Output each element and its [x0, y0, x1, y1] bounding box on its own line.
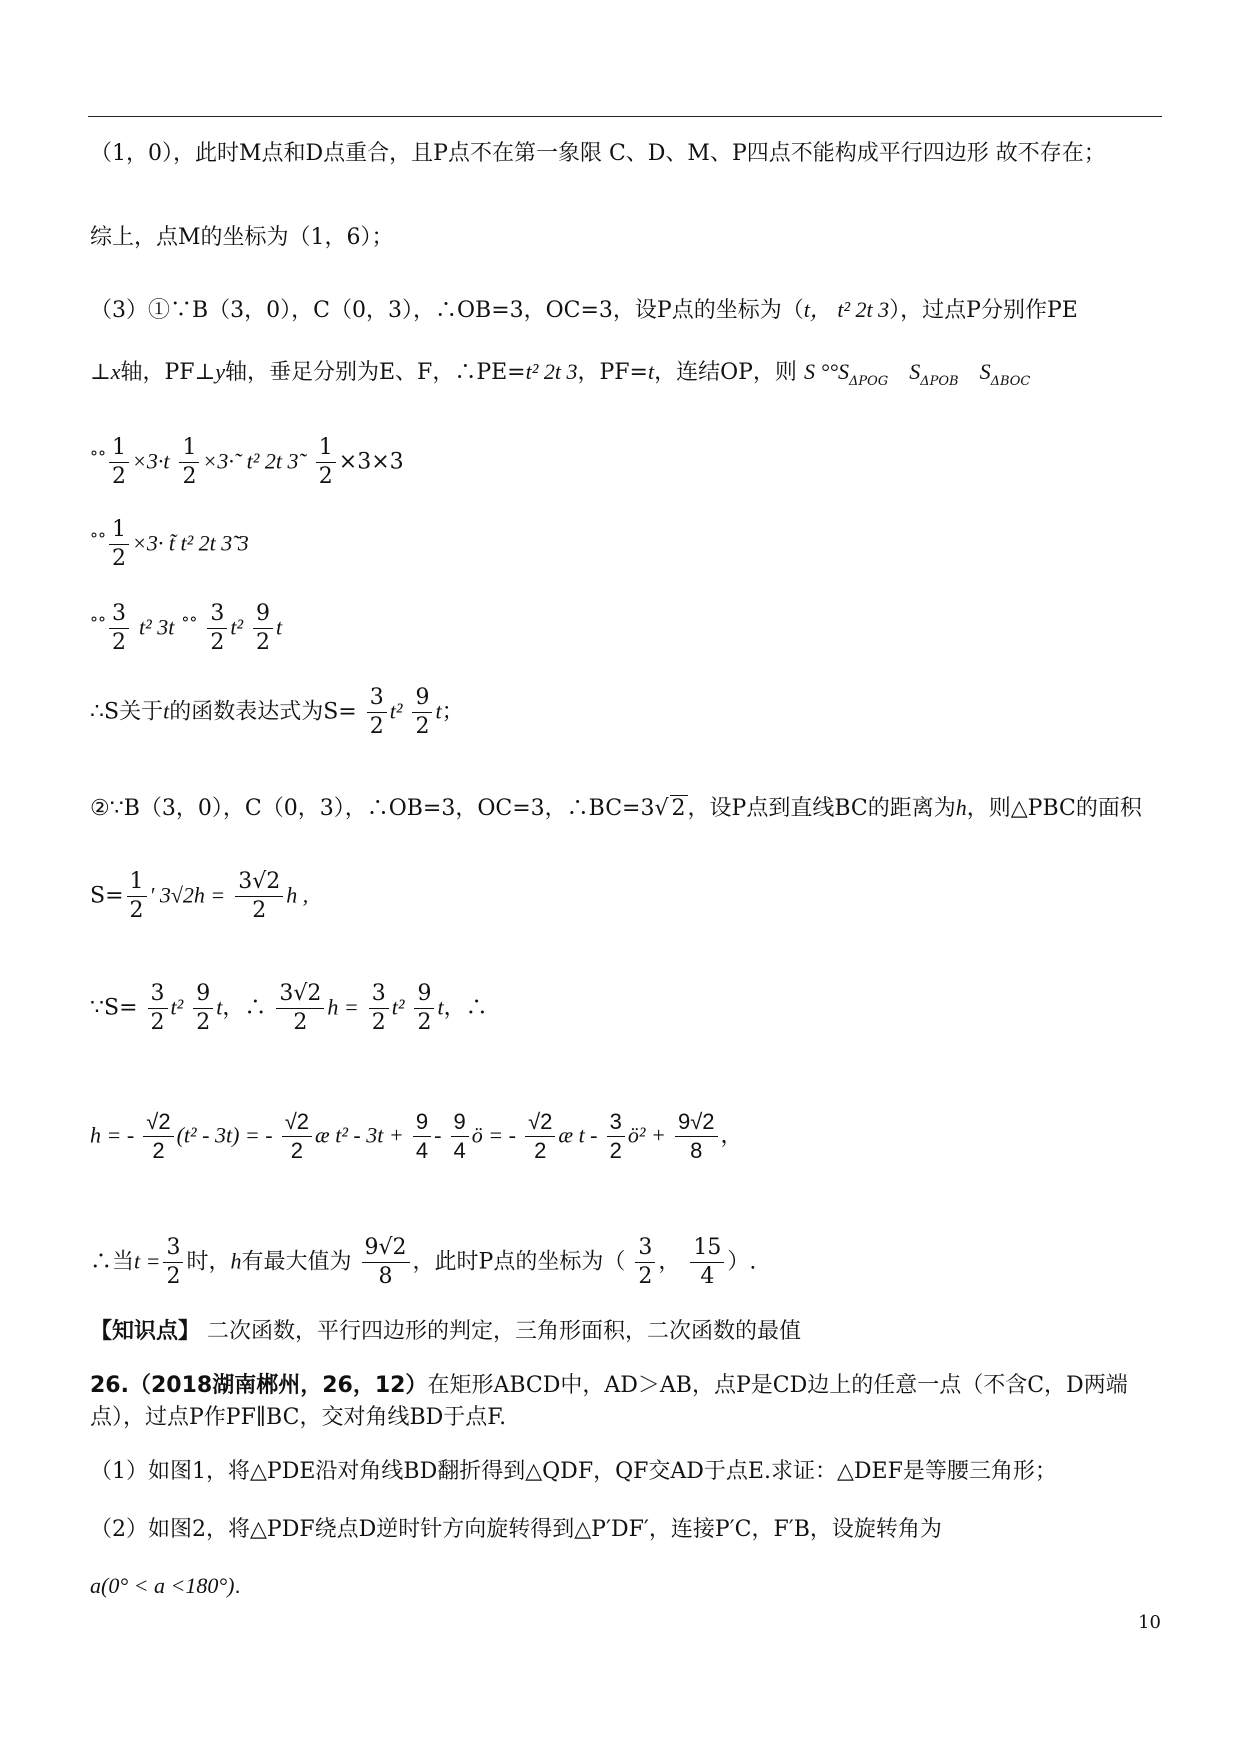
math-line-11: [90, 868, 308, 925]
knowledge-text: 二次函数，平行四边形的判定，三角形面积，二次函数的最值: [207, 1319, 802, 1344]
question-26-part2: （2）如图2，将△PDF绕点D逆时针方向旋转得到△P′DF′，连接P′C，F′B，设旋转角为: [90, 1517, 942, 1542]
denominator: 8: [378, 1264, 393, 1289]
fraction: [276, 980, 324, 1037]
denominator: 2: [129, 898, 144, 923]
fraction: [282, 1108, 312, 1165]
numerator: 1: [109, 516, 129, 545]
page-number: 10: [1138, 1612, 1161, 1633]
text-span: ∵S=: [90, 995, 138, 1021]
denominator: 2: [196, 1010, 211, 1035]
denominator: 4: [453, 1138, 466, 1163]
numerator: √2: [143, 1108, 173, 1137]
text-span: ；: [441, 699, 464, 725]
denominator: 8: [690, 1138, 703, 1163]
knowledge-point: [90, 1316, 801, 1348]
text-span: 轴，PF⊥: [120, 360, 216, 385]
fraction: [207, 600, 227, 657]
denominator: 2: [256, 630, 271, 655]
text-span: ，: [720, 1122, 743, 1148]
denominator: 2: [638, 1264, 653, 1289]
math-line-5: [90, 434, 404, 491]
math-span: x: [110, 359, 121, 384]
math-span: t: [276, 614, 283, 640]
question-26-part2-angle: [90, 1570, 241, 1602]
math-span: h = -: [90, 1122, 135, 1148]
text-span: ）.: [727, 1249, 757, 1275]
text-span: ②∵B（3，0），C（0，3），∴OB=3，OC=3，∴BC=3: [90, 796, 655, 821]
text-line-1: （1，0），此时M点和D点重合，且P点不在第一象限 C、D、M、P四点不能构成平行四边形 故不存在；: [90, 141, 1106, 166]
fraction: [525, 1108, 555, 1165]
fraction: [193, 980, 213, 1037]
math-span: t²: [230, 614, 244, 640]
numerator: 3√2: [235, 868, 283, 897]
math-sub: ΔBOC: [990, 374, 1031, 389]
text-line-2: 综上，点M的坐标为（1，6）；: [90, 225, 394, 250]
math-span: æ t² - 3t +: [315, 1122, 404, 1148]
fraction: [235, 868, 283, 925]
math-span: h =: [327, 994, 359, 1020]
text-span: 的函数表达式为S=: [169, 699, 357, 725]
denominator: 2: [166, 1264, 181, 1289]
numerator: 9: [253, 600, 273, 629]
numerator: 9: [414, 980, 434, 1009]
fraction: [253, 600, 273, 657]
math-line-9: [90, 684, 464, 741]
fraction: [690, 1234, 724, 1291]
numerator: 9√2: [362, 1234, 410, 1263]
numerator: 1: [316, 434, 336, 463]
text-span: ，PF=: [577, 360, 648, 385]
numerator: 3: [109, 600, 129, 629]
text-span: ，此时P点的坐标为（: [412, 1249, 626, 1275]
fraction: [413, 1108, 431, 1165]
math-span: (t² - 3t) = -: [176, 1122, 273, 1148]
numerator: 9√2: [675, 1108, 718, 1137]
fraction: [412, 684, 432, 741]
numerator: 1: [179, 434, 199, 463]
text-span: ，∴: [222, 995, 267, 1021]
fraction: [362, 1234, 410, 1291]
denominator: 2: [609, 1138, 622, 1163]
denominator: 4: [415, 1138, 429, 1163]
glyph: °°: [90, 447, 106, 467]
glyph: °°: [90, 613, 106, 633]
math-span: t， t² 2t 3: [803, 297, 890, 322]
fraction: [143, 1108, 173, 1165]
math-span: ×3·t: [132, 448, 170, 474]
math-span: ×3×3: [338, 449, 404, 475]
fraction: [316, 434, 336, 491]
numerator: 9: [193, 980, 213, 1009]
denominator: 2: [415, 714, 430, 739]
text-span: 时，: [186, 1249, 231, 1275]
math-span: t: [435, 698, 442, 724]
numerator: 3: [207, 600, 227, 629]
fraction: [148, 980, 168, 1037]
fraction: [451, 1108, 469, 1165]
math-line-7: [90, 600, 282, 657]
math-line-14: [90, 1234, 756, 1291]
math-sub: ΔPOG: [849, 374, 889, 389]
denominator: 2: [150, 1010, 165, 1035]
math-span: t: [647, 359, 655, 384]
fraction: [367, 684, 387, 741]
text-span: ），过点P分别作PE: [889, 298, 1078, 323]
math-span: ×3·˜ t² 2t 3˜: [202, 448, 306, 474]
denominator: 2: [182, 464, 197, 489]
denominator: 2: [369, 714, 384, 739]
math-span: æ t -: [558, 1122, 598, 1148]
question-text: 在矩形ABCD中，AD＞AB，点P是CD边上的任意一点（不含C，D两端点），过点P作PF∥BC，交对角线BD于点F.: [90, 1373, 1128, 1430]
fraction: [109, 600, 129, 657]
text-line-10: [90, 792, 1142, 825]
denominator: 2: [252, 898, 267, 923]
math-span: S: [979, 359, 991, 384]
text-span: ，则△PBC的面积: [966, 796, 1142, 821]
denominator: 2: [152, 1138, 165, 1163]
text-line-3: [90, 294, 1078, 327]
math-span: t: [437, 994, 444, 1020]
math-sub: ΔPOB: [920, 374, 959, 389]
question-26: [90, 1370, 1162, 1434]
fraction: [675, 1108, 718, 1165]
numerator: 3: [369, 980, 389, 1009]
math-span: ö = -: [471, 1122, 516, 1148]
math-span: ö² +: [627, 1122, 666, 1148]
text-span: .: [234, 1573, 241, 1598]
denominator: 2: [290, 1138, 303, 1163]
denominator: 2: [210, 630, 225, 655]
numerator: 15: [690, 1234, 724, 1263]
denominator: 2: [293, 1010, 308, 1035]
math-span: h: [955, 795, 967, 820]
question-26-part1: （1）如图1，将△PDE沿对角线BD翻折得到△QDF，QF交AD于点E.求证：△DEF是等腰三角形；: [90, 1459, 1057, 1484]
sqrt-radicand: 2: [671, 796, 686, 821]
text-span: ，: [658, 1249, 681, 1275]
fraction: [369, 980, 389, 1037]
numerator: 1: [109, 434, 129, 463]
math-span: t =: [134, 1248, 161, 1274]
math-span: t: [216, 994, 223, 1020]
fraction: [109, 516, 129, 573]
numerator: 9: [451, 1108, 469, 1137]
text-span: ∴S关于: [90, 699, 164, 725]
math-span: t² 3t: [139, 614, 175, 640]
numerator: 3√2: [276, 980, 324, 1009]
fraction: [163, 1234, 183, 1291]
denominator: 4: [700, 1264, 715, 1289]
math-line-13: [90, 1108, 743, 1165]
glyph: °°: [90, 529, 106, 549]
text-span: ，连结OP，则: [654, 360, 797, 385]
numerator: 1: [127, 868, 147, 897]
numerator: 3: [635, 1234, 655, 1263]
text-span: 轴，垂足分别为E、F，∴PE=: [225, 360, 526, 385]
text-span: （3）①∵B（3，0），C（0，3），∴OB=3，OC=3，设P点的坐标为（: [90, 298, 804, 323]
text-span: ，设P点到直线BC的距离为: [687, 796, 956, 821]
fraction: [635, 1234, 655, 1291]
math-span: h: [230, 1248, 242, 1274]
fraction: [109, 434, 129, 491]
fraction: [607, 1108, 625, 1165]
text-span: ∴当: [90, 1249, 135, 1275]
fraction: [127, 868, 147, 925]
text-span: S=: [90, 883, 124, 909]
knowledge-label: 【知识点】: [90, 1319, 201, 1344]
numerator: 9: [413, 1108, 431, 1137]
denominator: 2: [112, 546, 126, 571]
math-span: S: [909, 359, 921, 384]
numerator: 9: [412, 684, 432, 713]
numerator: 3: [163, 1234, 183, 1263]
text-span: 有最大值为: [241, 1249, 352, 1275]
numerator: √2: [525, 1108, 555, 1137]
denominator: 2: [534, 1138, 547, 1163]
glyph: °°: [181, 613, 198, 633]
math-span: ′ 3√2h =: [149, 882, 226, 908]
math-span: t²: [170, 994, 184, 1020]
question-label: 26.（2018湖南郴州，26，12）: [90, 1373, 428, 1398]
denominator: 2: [112, 630, 126, 655]
math-line-12: [90, 980, 488, 1037]
math-span: a(0° < a <180°): [90, 1573, 235, 1598]
denominator: 2: [318, 464, 333, 489]
math-span: -: [434, 1122, 442, 1148]
math-span: S °°S: [803, 359, 850, 384]
sqrt-sign: √: [654, 796, 669, 821]
math-span: t²: [391, 994, 405, 1020]
math-span: h ,: [286, 882, 309, 908]
math-span: t²: [389, 698, 403, 724]
text-span: ⊥: [90, 360, 111, 385]
fraction: [414, 980, 434, 1037]
math-span: t: [163, 698, 170, 724]
math-span: ×3· t̃ t² 2t 3̃ 3: [132, 530, 249, 556]
fraction: [179, 434, 199, 491]
text-span: ，∴: [443, 995, 488, 1021]
numerator: 3: [607, 1108, 625, 1137]
math-span: y: [215, 359, 225, 384]
denominator: 2: [371, 1010, 386, 1035]
denominator: 2: [112, 464, 126, 489]
numerator: √2: [282, 1108, 312, 1137]
text-line-4: [90, 356, 1030, 398]
math-span: t² 2t 3: [525, 359, 578, 384]
numerator: 3: [148, 980, 168, 1009]
denominator: 2: [417, 1010, 432, 1035]
header-rule: [88, 116, 1162, 117]
numerator: 3: [367, 684, 387, 713]
math-line-6: [90, 516, 249, 573]
